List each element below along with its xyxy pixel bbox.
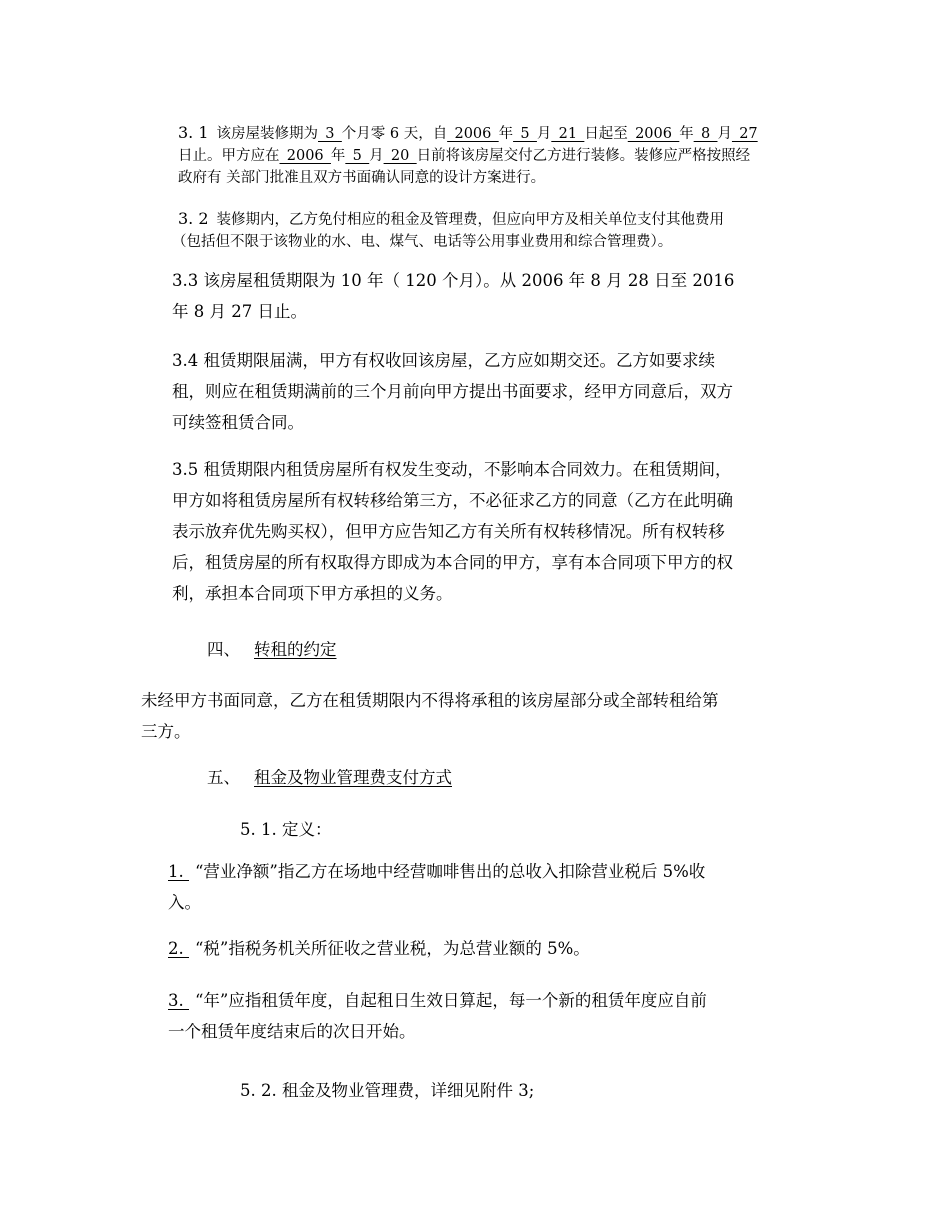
section-title: 转租的约定 (254, 640, 337, 659)
section-number: 四、 (207, 640, 240, 659)
clause-3-5-line-4: 后，租赁房屋的所有权取得方即成为本合同的甲方，享有本合同项下甲方的权 (172, 553, 733, 572)
definition-number: 1. (168, 862, 189, 881)
clause-3-4 (172, 345, 733, 438)
definition-number: 2. (168, 939, 189, 958)
clause-3-4-line-3: 可续签租赁合同。 (172, 413, 304, 432)
definition-3: 3. “年”应指租赁年度，自起租日生效日算起，每一个新的租赁年度应自前 一个租赁年度结束后的次日开始。 (168, 991, 707, 1041)
clause-3-2-line-2: （包括但不限于该物业的水、电、煤气、电话等公用事业费用和综合管理费）。 (172, 234, 673, 250)
clause-3-3 (172, 265, 734, 327)
subsection-5-2: 5. 2. 租金及物业管理费，详细见附件 3; (240, 1081, 535, 1100)
section-4-body: 未经甲方书面同意，乙方在租赁期限内不得将承租的该房屋部分或全部转租给第 三方。 (141, 691, 719, 741)
clause-3-1-line-1: 3. 1 该房屋装修期为_3_个月零 6 天，自_2006_年_5_月_21_日起至_2006_年_8_月_27 (178, 123, 758, 142)
clause-3-5-line-3: 表示放弃优先购买权），但甲方应告知乙方有关所有权转移情况。所有权转移 (172, 522, 725, 541)
clause-3-1 (178, 122, 758, 189)
section-4-heading (207, 634, 337, 665)
clause-3-5-line-5: 利，承担本合同项下甲方承担的义务。 (172, 584, 453, 603)
clause-3-1-line-3: 政府有 关部门批准且双方书面确认同意的设计方案进行。 (178, 170, 546, 186)
clause-3-3-line-1: 3.3 该房屋租赁期限为 10 年（ 120 个月）。从 2006 年 8 月 28 日至 2016 (172, 271, 735, 290)
subsection-5-1: 5. 1. 定义： (240, 820, 332, 839)
clause-number: 3. 2 (178, 209, 209, 228)
clause-3-5 (172, 454, 733, 609)
clause-3-5-line-2: 甲方如将租赁房屋所有权转移给第三方，不必征求乙方的同意（乙方在此明确 (172, 491, 733, 510)
clause-3-4-line-2: 租，则应在租赁期满前的三个月前向甲方提出书面要求，经甲方同意后，双方 (172, 382, 733, 401)
clause-3-2-line-1: 3. 2 装修期内，乙方免付相应的租金及管理费，但应向甲方及相关单位支付其他费用 (178, 209, 725, 228)
clause-3-4-line-1: 3.4 租赁期限届满，甲方有权收回该房屋，乙方应如期交还。乙方如要求续 (172, 351, 715, 370)
section-title: 租金及物业管理费支付方式 (254, 768, 452, 787)
section-number: 五、 (207, 768, 240, 787)
definition-number: 3. (168, 991, 189, 1010)
definition-1: 1. “营业净额”指乙方在场地中经营咖啡售出的总收入扣除营业税后 5%收 入。 (168, 862, 706, 912)
clause-3-5-line-1: 3.5 租赁期限内租赁房屋所有权发生变动，不影响本合同效力。在租赁期间， (172, 460, 732, 479)
clause-3-2 (172, 208, 724, 253)
clause-3-3-line-2: 年 8 月 27 日止。 (172, 302, 307, 321)
definition-2: 2. “税”指税务机关所征收之营业税，为总营业额的 5%。 (168, 939, 590, 958)
clause-3-1-line-2: 日止。甲方应在_2006_年_5_月_20_日前将该房屋交付乙方进行装修。装修应严格按照经 (178, 148, 751, 164)
clause-number: 3. 1 (178, 123, 209, 142)
section-5-heading (207, 762, 452, 793)
